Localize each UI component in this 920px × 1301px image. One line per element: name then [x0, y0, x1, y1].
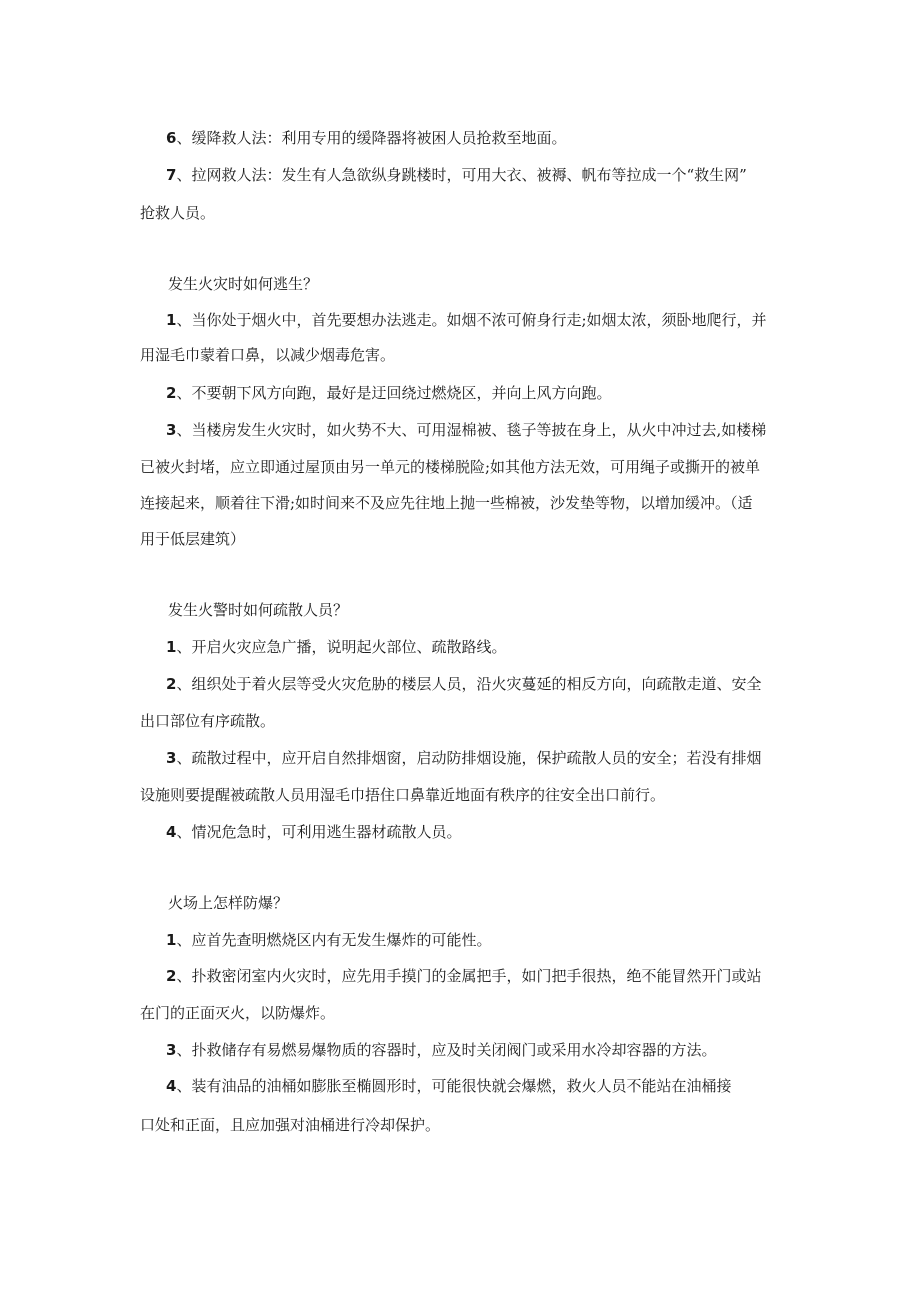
- list-item-continuation: 用湿毛巾蒙着口鼻，以减少烟毒危害。: [140, 346, 396, 364]
- list-item-continuation: 出口部位有序疏散。: [140, 712, 276, 730]
- list-item-continuation: 设施则要提醒被疏散人员用湿毛巾捂住口鼻靠近地面有秩序的往安全出口前行。: [140, 786, 666, 804]
- list-item-continuation: 口处和正面，且应加强对油桶进行冷却保护。: [140, 1116, 441, 1134]
- list-item-continuation: 已被火封堵，应立即通过屋顶由另一单元的楼梯脱险;如其他方法无效，可用绳子或撕开的被单: [140, 458, 761, 476]
- item-number: 4: [166, 823, 177, 841]
- item-number: 1: [166, 931, 177, 949]
- list-item: 1、应首先查明燃烧区内有无发生爆炸的可能性。: [166, 931, 492, 949]
- item-number: 2: [166, 675, 177, 693]
- list-item: 2、组织处于着火层等受火灾危胁的楼层人员，沿火灾蔓延的相反方向，向疏散走道、安全: [166, 675, 762, 693]
- list-item-continuation: 在门的正面灭火，以防爆炸。: [140, 1004, 336, 1022]
- list-item: 4、情况危急时，可利用逃生器材疏散人员。: [166, 823, 462, 841]
- section-heading: 火场上怎样防爆？: [168, 894, 289, 912]
- item-number: 7: [166, 166, 177, 184]
- list-item-continuation: 用于低层建筑）: [140, 530, 246, 548]
- list-item: 3、扑救储存有易燃易爆物质的容器时，应及时关闭阀门或采用水冷却容器的方法。: [166, 1041, 717, 1059]
- item-number: 2: [166, 967, 177, 985]
- list-item: 4、装有油品的油桶如膨胀至椭圆形时，可能很快就会爆燃，救火人员不能站在油桶接: [166, 1077, 732, 1095]
- list-item: 3、当楼房发生火灾时，如火势不大、可用湿棉被、毯子等披在身上，从火中冲过去,如楼梯: [166, 421, 767, 439]
- item-number: 1: [166, 311, 177, 329]
- item-number: 4: [166, 1077, 177, 1095]
- list-item-continuation: 抢救人员。: [140, 204, 216, 222]
- item-number: 2: [166, 384, 177, 402]
- item-number: 3: [166, 421, 177, 439]
- list-item: 7、拉网救人法：发生有人急欲纵身跳楼时，可用大衣、被褥、帆布等拉成一个“救生网”: [166, 166, 747, 184]
- item-number: 1: [166, 638, 177, 656]
- list-item-continuation: 连接起来，顺着往下滑;如时间来不及应先往地上抛一些棉被，沙发垫等物，以增加缓冲。（适: [140, 494, 753, 512]
- item-number: 3: [166, 749, 177, 767]
- list-item: 2、不要朝下风方向跑，最好是迂回绕过燃烧区，并向上风方向跑。: [166, 384, 612, 402]
- list-item: 6、缓降救人法：利用专用的缓降器将被困人员抢救至地面。: [166, 129, 567, 147]
- list-item: 2、扑救密闭室内火灾时，应先用手摸门的金属把手，如门把手很热，绝不能冒然开门或站: [166, 967, 762, 985]
- item-number: 6: [166, 129, 177, 147]
- list-item: 1、开启火灾应急广播，说明起火部位、疏散路线。: [166, 638, 507, 656]
- section-heading: 发生火灾时如何逃生？: [168, 275, 319, 293]
- list-item: 3、疏散过程中，应开启自然排烟窗，启动防排烟设施，保护疏散人员的安全；若没有排烟: [166, 749, 762, 767]
- list-item: 1、当你处于烟火中，首先要想办法逃走。如烟不浓可俯身行走;如烟太浓，须卧地爬行，并: [166, 311, 767, 329]
- section-heading: 发生火警时如何疏散人员？: [168, 601, 349, 619]
- item-number: 3: [166, 1041, 177, 1059]
